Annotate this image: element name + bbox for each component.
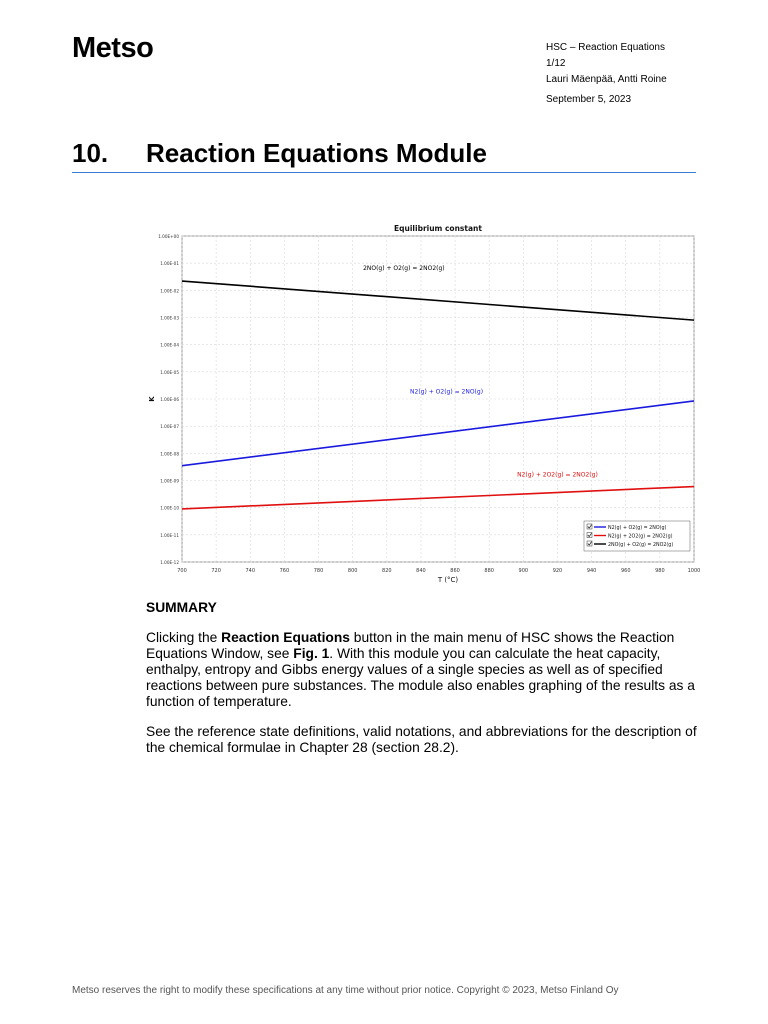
x-tick-label: 860	[450, 568, 460, 574]
series-annotation: N2(g) + 2O2(g) = 2NO2(g)	[517, 471, 598, 479]
doc-title: HSC – Reaction Equations	[546, 42, 665, 53]
x-tick-label: 940	[586, 568, 597, 574]
summary-paragraph-2: See the reference state definitions, valid notations, and abbreviations for the description of the chemical formulae in Chapter 28 (section 28.2).	[146, 724, 697, 755]
p1-part-c: button in the main menu of HSC shows the Reaction Equations Window, see	[146, 630, 675, 661]
equilibrium-chart	[146, 220, 706, 590]
y-tick-label: 1.00E-08	[160, 451, 179, 457]
section-heading	[72, 136, 696, 173]
x-tick-label: 980	[655, 568, 665, 574]
footer-notice: Metso reserves the right to modify these specifications at any time without prior notice. Copyright © 2023, Metso Finland Oy	[72, 985, 619, 996]
section-title: Reaction Equations Module	[146, 138, 487, 168]
chart-title: Equilibrium constant	[394, 224, 482, 233]
document-meta	[546, 40, 667, 108]
y-tick-label: 1.00E-04	[160, 342, 179, 348]
y-tick-label: 1.00E-12	[160, 560, 179, 565]
y-tick-label: 1.00E-03	[160, 315, 179, 321]
x-tick-label: 800	[347, 568, 358, 574]
y-axis-label: K	[148, 396, 156, 402]
summary-heading: SUMMARY	[146, 600, 217, 615]
x-tick-label: 1000	[687, 568, 701, 574]
x-tick-label: 780	[313, 568, 324, 574]
y-tick-label: 1.00E-11	[160, 532, 179, 538]
y-tick-label: 1.00E-02	[160, 288, 179, 294]
x-tick-label: 840	[416, 568, 426, 574]
x-tick-label: 740	[245, 568, 256, 574]
x-tick-label: 820	[382, 568, 392, 574]
metso-logo: Metso	[72, 32, 154, 64]
x-axis-label: T (°C)	[437, 576, 459, 584]
reaction-equations-term: Reaction Equations	[221, 630, 350, 645]
section-number: 10.	[72, 138, 109, 168]
y-tick-label: 1.00E-06	[160, 397, 179, 402]
x-tick-label: 760	[279, 568, 290, 574]
y-tick-label: 1.00E-09	[160, 478, 179, 484]
x-tick-label: 900	[518, 568, 529, 574]
legend-entry: 2NO(g) + O2(g) = 2NO2(g)	[608, 543, 674, 548]
x-tick-label: 960	[620, 568, 631, 574]
legend-entry: N2(g) + O2(g) = 2NO(g)	[608, 526, 667, 531]
page-number: 1/12	[546, 58, 566, 69]
x-tick-label: 720	[211, 568, 221, 574]
legend-entry: N2(g) + 2O2(g) = 2NO2(g)	[608, 534, 673, 540]
fig-reference: Fig. 1	[293, 646, 330, 661]
x-tick-label: 920	[552, 568, 563, 574]
y-tick-label: 1.00E-10	[160, 505, 179, 511]
doc-date: September 5, 2023	[546, 94, 632, 105]
equilibrium-chart-figure	[146, 220, 706, 595]
authors: Lauri Mäenpää, Antti Roine	[546, 74, 667, 85]
series-annotation: 2NO(g) + O2(g) = 2NO2(g)	[363, 265, 445, 273]
summary-paragraph-1	[146, 630, 702, 710]
y-tick-label: 1.00E+00	[158, 234, 179, 239]
y-tick-label: 1.00E-07	[160, 424, 179, 430]
x-tick-label: 880	[484, 568, 494, 574]
y-tick-label: 1.00E-01	[160, 261, 179, 267]
x-tick-label: 700	[177, 568, 187, 574]
summary-section	[146, 600, 702, 770]
p1-part-e: . With this module you can calculate the heat capacity, enthalpy, entropy and Gibbs energy values of a single species as well as of specified reactions between pure substances. The module also enables graphing of the results as a function of temperature.	[146, 646, 695, 709]
series-annotation: N2(g) + O2(g) = 2NO(g)	[410, 388, 484, 396]
y-tick-label: 1.00E-05	[160, 369, 179, 375]
p1-part-a: Clicking the	[146, 630, 222, 645]
